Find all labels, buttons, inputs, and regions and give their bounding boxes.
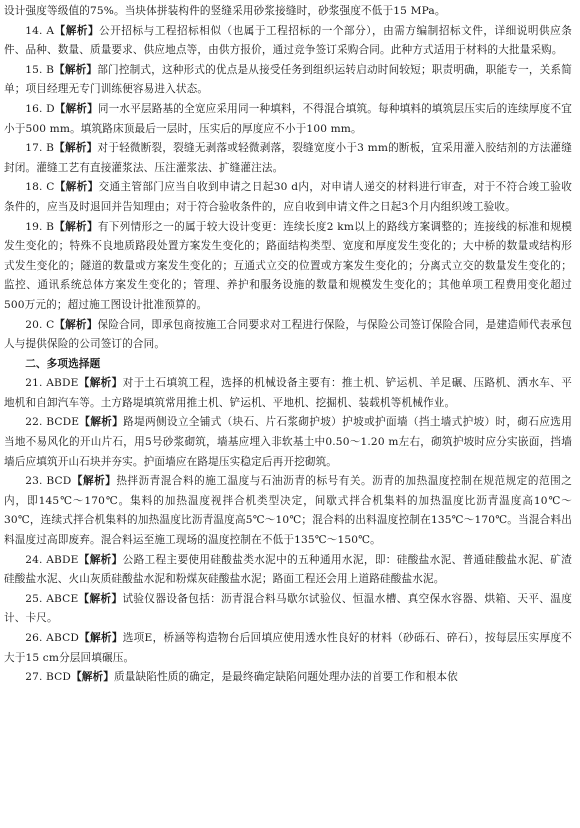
explanation-text: 交通主管部门应当自收到申请之日起30 d内，对申请人递交的材料进行审查，对于不符合竣工验收条件的，应当及时退回并告知理由；对于符合验收条件的，应自收到申请文件之日起3个月内组织竣工验收。 bbox=[4, 181, 572, 213]
explanation-text: 热拌沥青混合料的施工温度与石油沥青的标号有关。沥青的加热温度控制在规范规定的范围之内，即145℃～170℃。集料的加热温度视拌合机类型决定，间歇式拌合机集料的加热温度比沥青温度高10℃～30℃，连续式拌合机集料的加热温度比沥青温度高5℃～10℃；混合料的出料温度控制在135℃～170℃。当混合料出料温度过高即废弃。混合料运至施工现场的温度控制在不低于135℃～150℃。 bbox=[4, 475, 572, 547]
answer-key: BCD bbox=[46, 671, 72, 684]
explanation-text: 对于轻微断裂，裂缝无剥落或轻微剥落，裂缝宽度小于3 mm的断板，宜采用灌入胶结剂的方法灌缝封闭。灌缝工艺有直接灌浆法、压注灌浆法、扩缝灌注法。 bbox=[4, 142, 572, 174]
explanation-text: 路堤两侧设立全铺式（块石、片石浆砌护坡）护坡或护面墙（挡土墙式护坡）时，砌石应选用当地不易风化的开山片石，用5号砂浆砌筑，墙基应埋入非软基土中0.50～1.20 m左右，砌筑护坡时应分实嵌面，挡墙墙后应填筑开山石块并夯实。护面墙应在路堤压实稳定后再开挖砌筑。 bbox=[4, 416, 572, 468]
item-number: 27. bbox=[25, 671, 43, 684]
answer-explanation-item bbox=[4, 374, 572, 413]
analysis-tag: 【解析】 bbox=[54, 181, 99, 194]
answer-explanation-item bbox=[4, 668, 572, 688]
answer-key: ABCD bbox=[46, 632, 80, 644]
item-number: 25. bbox=[25, 592, 43, 605]
item-number: 17. bbox=[25, 142, 43, 155]
answer-explanation-item bbox=[4, 551, 572, 590]
answer-key: ABDE bbox=[46, 553, 79, 566]
document-page bbox=[4, 2, 572, 688]
answer-key: C bbox=[46, 318, 55, 331]
answer-explanation-item bbox=[4, 316, 572, 355]
item-number: 15. bbox=[25, 63, 43, 76]
item-number: 23. bbox=[25, 475, 43, 488]
analysis-tag: 【解析】 bbox=[54, 220, 98, 233]
explanation-text: 部门控制式，这种形式的优点是从接受任务到组织运转启动时间较短；职责明确，职能专一，关系简单；项目经理无专门训练便容易进入状态。 bbox=[4, 63, 572, 96]
analysis-tag: 【解析】 bbox=[78, 553, 123, 566]
analysis-tag: 【解析】 bbox=[78, 592, 123, 605]
answer-key: ABCE bbox=[46, 592, 79, 605]
analysis-tag: 【解析】 bbox=[54, 63, 98, 76]
answer-key: BCD bbox=[46, 475, 72, 488]
explanation-text: 公路工程主要使用硅酸盐类水泥中的五种通用水泥，即：硅酸盐水泥、普通硅酸盐水泥、矿渣硅酸盐水泥、火山灰质硅酸盐水泥和粉煤灰硅酸盐水泥；路面工程还会用上道路硅酸盐水泥。 bbox=[4, 553, 572, 586]
item-number: 22. bbox=[25, 416, 43, 429]
item-number: 24. bbox=[25, 553, 43, 566]
analysis-tag: 【解析】 bbox=[71, 475, 117, 488]
analysis-tag: 【解析】 bbox=[54, 24, 100, 37]
answer-key: B bbox=[46, 220, 55, 233]
answer-explanation-item bbox=[4, 413, 572, 472]
answer-explanation-item bbox=[4, 629, 572, 668]
answer-explanation-item bbox=[4, 61, 572, 100]
analysis-tag: 【解析】 bbox=[78, 377, 123, 390]
explanation-text: 有下列情形之一的属于较大设计变更：连续长度2 km以上的路线方案调整的；连接线的标准和规模发生变化的；特殊不良地质路段处置方案发生变化的；路面结构类型、宽度和厚度发生变化的；大中桥的数量或结构形式发生变化的；隧道的数量或方案发生变化的；互通式立交的位置或方案发生变化的；分离式立交的数量发生变化的；监控、通讯系统总体方案发生变化的；管理、养护和服务设施的数量和规模发生变化的；其他单项工程费用变化超过500万元的；超过施工图设计批准预算的。 bbox=[4, 220, 572, 311]
answer-explanation-item bbox=[4, 178, 572, 217]
item-number: 21. bbox=[25, 377, 43, 390]
item-number: 14. bbox=[25, 24, 43, 37]
answer-explanation-item bbox=[4, 590, 572, 629]
analysis-tag: 【解析】 bbox=[54, 318, 98, 331]
answer-explanation-item bbox=[4, 100, 572, 139]
answer-key: D bbox=[46, 102, 55, 115]
answer-explanation-item bbox=[4, 218, 572, 316]
item-number: 18. bbox=[25, 181, 43, 194]
analysis-tag: 【解析】 bbox=[54, 142, 98, 155]
item-number: 20. bbox=[25, 318, 43, 331]
analysis-tag: 【解析】 bbox=[79, 416, 124, 429]
explanation-text: 试验仪器设备包括：沥青混合料马歇尔试验仪、恒温水槽、真空保水容器、烘箱、天平、温度计、卡尺。 bbox=[4, 592, 572, 625]
answer-explanation-item bbox=[4, 22, 572, 61]
answer-key: A bbox=[46, 24, 55, 37]
explanation-text: 同一水平层路基的全宽应采用同一种填料，不得混合填筑。每种填料的填筑层压实后的连续厚度不宜小于500 mm。填筑路床顶最后一层时，压实后的厚度应不小于100 mm。 bbox=[4, 102, 572, 135]
answer-key: B bbox=[46, 142, 55, 155]
answer-explanation-item bbox=[4, 139, 572, 178]
answer-key: ABDE bbox=[46, 377, 79, 390]
item-number: 26. bbox=[25, 632, 43, 644]
answer-key: BCDE bbox=[46, 416, 80, 429]
analysis-tag: 【解析】 bbox=[54, 102, 98, 115]
answer-key: C bbox=[46, 181, 55, 194]
paragraph-continuation: 设计强度等级值的75%。当块体拼装构件的竖缝采用砂浆接缝时，砂浆强度不低于15 MPa。 bbox=[4, 5, 446, 17]
explanation-text: 保险合同，即承包商按施工合同要求对工程进行保险，与保险公司签订保险合同，是建造师代表承包人与提供保险的公司签订的合同。 bbox=[4, 318, 572, 351]
section-heading: 二、多项选择题 bbox=[25, 357, 101, 370]
explanation-text: 对于土石填筑工程，选择的机械设备主要有：推土机、铲运机、羊足碾、压路机、洒水车、平地机和自卸汽车等。土方路堤填筑常用推土机、铲运机、平地机、挖掘机、装载机等机械作业。 bbox=[4, 377, 572, 409]
explanation-text: 质量缺陷性质的确定，是最终确定缺陷问题处理办法的首要工作和根本依 bbox=[114, 671, 458, 684]
item-number: 19. bbox=[25, 220, 43, 233]
explanation-text: 公开招标与工程招标相似（也属于工程招标的一个部分），由需方编制招标文件，详细说明供应条件、品种、数量、质量要求、供应地点等，由供方报价，通过竞争签订采购合同。此种方式适用于材料的大批量采购。 bbox=[4, 24, 572, 57]
item-number: 16. bbox=[25, 102, 43, 115]
answer-key: B bbox=[46, 63, 55, 76]
explanation-text: 选项E，桥涵等构造物台后回填应使用透水性良好的材料（砂砾石、碎石），按每层压实厚度不大于15 cm分层回填碾压。 bbox=[4, 632, 572, 664]
answer-explanation-item bbox=[4, 472, 572, 550]
analysis-tag: 【解析】 bbox=[71, 671, 115, 684]
analysis-tag: 【解析】 bbox=[79, 632, 123, 644]
